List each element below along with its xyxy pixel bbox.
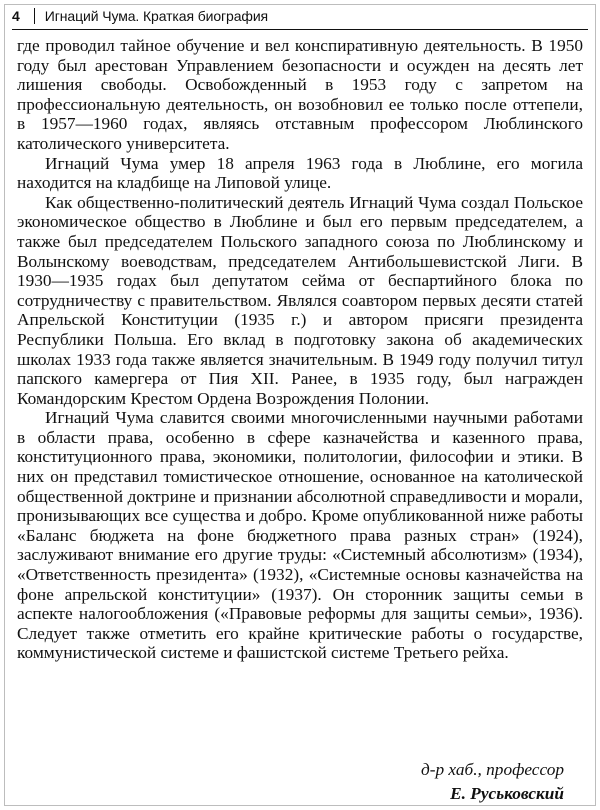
body-text — [17, 36, 583, 663]
running-header — [12, 6, 588, 26]
paragraph-scientific-works: Игнаций Чума славится своими многочисленными научными работами в области права, особенно в сфере казначейства и казенного права, конституционного права, экономики, политологии, философии и этики. В них он представил томистическое отношение, основанное на католической общественной доктрине и признании абсолютной справедливости и морали, пронизывающих все существа и добро. Кроме опубликованной ниже работы «Баланс бюджета на фоне бюджетного права разных стран» (1924), заслуживают внимание его другие труды: «Системный абсолютизм» (1934), «Ответственность президента» (1932), «Системные основы казначейства на фоне апрельской конституции» (1937). Он сторонник защиты семьи в аспекте налогообложения («Правовые реформы для защиты семьи», 1936). Следует также отметить его крайне критические работы о государстве, коммунистической системе и фашистской системе Третьего рейха. — [17, 408, 583, 663]
signature-name: Е. Руськовский — [450, 784, 564, 803]
header-rule — [12, 29, 588, 30]
running-title: Игнаций Чума. Краткая биография — [44, 8, 269, 24]
header-separator — [34, 8, 35, 24]
signature-title: д-р хаб., профессор — [420, 760, 564, 779]
paragraph-public-activity: Как общественно-политический деятель Игнаций Чума создал Польское экономическое общество в Люблине и был его первым председателем, а также был председателем Польского западного союза по Люблинскому и Волынскому воеводствам, председателем Антибольшевистской Лиги. В 1930—1935 годах был депутатом сейма от беспартийного блока по сотрудничеству с правительством. Являлся соавтором первых десяти статей Апрельской Конституции (1935 г.) и автором присяги президента Республики Польша. Его вклад в подготовку закона об академических школах 1933 года также является значительным. В 1949 году получил титул папского камергера от Пия XII. Ранее, в 1935 году, был награжден Командорским Крестом Ордена Возрождения Полонии. — [17, 192, 583, 408]
author-signature — [264, 758, 564, 806]
paragraph-death: Игнаций Чума умер 18 апреля 1963 года в Люблине, его могила находится на кладбище на Липовой улице. — [17, 153, 583, 193]
paragraph-continuation: где проводил тайное обучение и вел конспиративную деятельность. В 1950 году был арестован Управлением безопасности и осужден на десять лет лишения свободы. Освобожденный в 1953 году с запретом на профессиональную деятельность, он возобновил ее только после оттепели, в 1957—1960 годах, являясь отставным профессором Люблинского католического университета. — [17, 36, 583, 153]
page-number: 4 — [12, 8, 20, 24]
